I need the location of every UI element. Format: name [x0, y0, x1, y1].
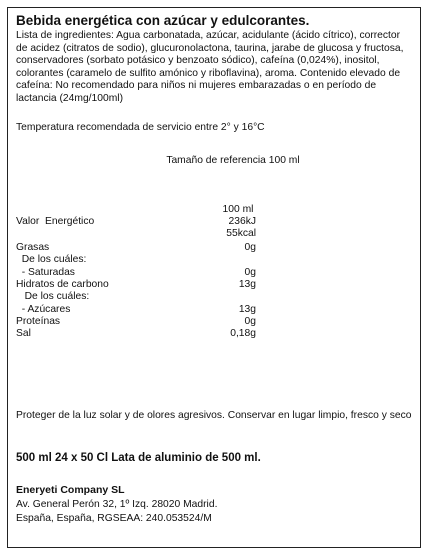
nutrient-label: Valor Energético — [16, 216, 95, 227]
nutrition-row — [8, 242, 420, 254]
ingredients-text: Lista de ingredientes: Agua carbonatada, azúcar, acidulante (ácido cítrico), corrector de acidez (citratos de sodio), glucuronolactona, taurina, jarabe de glucosa y fructosa, conservadores (sorbato potásico y benzoato sódico), cafeína (0,024%), inositol, colorantes (caramelo de sulfito amónico y riboflavina), aroma. Contenido elevado de cafeína: No recomendado para niños ni mujeres embarazadas o en período de lactancia (24mg/100ml) — [16, 30, 404, 104]
reference-size: Tamaño de referencia 100 ml — [166, 155, 300, 166]
nutrient-value: 0,18g — [230, 328, 256, 339]
nutrient-value: 13g — [238, 304, 256, 315]
nutrition-row — [8, 304, 420, 316]
nutrition-row — [8, 267, 420, 279]
nutrition-row — [8, 254, 420, 266]
storage-instructions: Proteger de la luz solar y de olores agresivos. Conservar en lugar limpio, fresco y seco — [16, 410, 412, 421]
nutrient-label: Hidratos de carbono — [16, 279, 109, 290]
nutrition-row — [8, 328, 420, 340]
packaging-info: 500 ml 24 x 50 Cl Lata de aluminio de 500 ml. — [16, 452, 261, 464]
nutrient-value: 0g — [244, 242, 256, 253]
nutrient-label: - Saturadas — [16, 267, 75, 278]
nutrient-value: 0g — [244, 267, 256, 278]
nutrition-column-header: 100 ml — [222, 204, 254, 215]
nutrient-value: 236kJ — [228, 216, 256, 227]
label-frame — [7, 7, 421, 548]
nutrient-value: 55kcal — [226, 228, 256, 239]
nutrient-label: - Azúcares — [16, 304, 71, 315]
company-address: Av. General Perón 32, 1º Izq. 28020 Madrid. — [16, 499, 218, 510]
nutrient-value: 13g — [238, 279, 256, 290]
nutrition-row — [8, 216, 420, 228]
company-registry: España, España, RGSEAA: 240.053524/M — [16, 513, 212, 524]
nutrient-label: De los cuáles: — [16, 254, 87, 265]
nutrient-label: Grasas — [16, 242, 50, 253]
nutrition-row — [8, 316, 420, 328]
product-title: Bebida energética con azúcar y edulcorantes. — [16, 13, 310, 28]
nutrient-label: Proteínas — [16, 316, 61, 327]
nutrition-row — [8, 291, 420, 303]
nutrition-row — [8, 279, 420, 291]
nutrition-row — [8, 228, 420, 240]
nutrient-label: De los cuáles: — [16, 291, 90, 302]
nutrient-label: Sal — [16, 328, 31, 339]
serving-temperature: Temperatura recomendada de servicio entre 2° y 16°C — [16, 122, 265, 133]
company-name: Eneryeti Company SL — [16, 484, 125, 496]
nutrient-value: 0g — [244, 316, 256, 327]
